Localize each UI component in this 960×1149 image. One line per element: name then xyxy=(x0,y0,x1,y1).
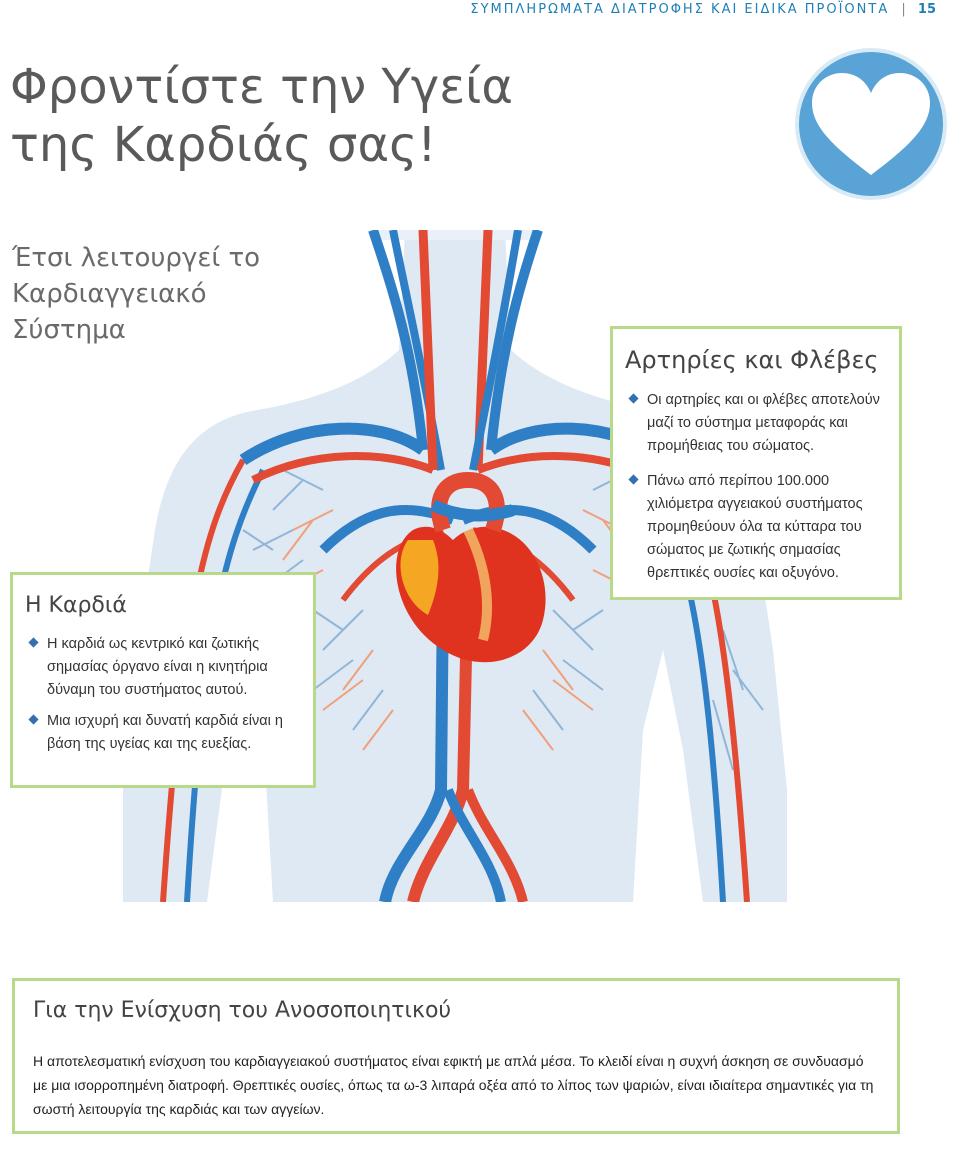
subtitle-line-3: Σύστημα xyxy=(12,315,126,345)
list-item-text: Μια ισχυρή και δυνατή καρδιά είναι η βάση της υγείας και της ευεξίας. xyxy=(47,713,283,752)
arteries-veins-list xyxy=(625,389,887,585)
list-item-text: Η καρδιά ως κεντρικό και ζωτικής σημασίας όργανο είναι η κινητήρια δύναμη του συστήματος αυτού. xyxy=(47,636,268,698)
diamond-bullet-icon xyxy=(28,637,38,647)
header-separator: | xyxy=(901,2,906,17)
page-title-line-2: της Καρδιάς σας! xyxy=(10,117,437,173)
page-title-line-1: Φροντίστε την Υγεία xyxy=(10,59,514,115)
heart-badge-icon xyxy=(794,47,948,201)
diamond-bullet-icon xyxy=(628,393,638,403)
immune-support-box xyxy=(12,978,900,1134)
immune-support-text: Η αποτελεσματική ενίσχυση του καρδιαγγειακού συστήματος είναι εφικτή με απλά μέσα. Το κλειδί είναι η συχνή άσκηση σε συνδυασμό με μια ισορροπημένη διατροφή. Θρεπτικές ουσίες, όπως τα ω-3 λιπαρά οξέα από το λίπος των ψαριών, είναι ιδιαίτερα σημαντικές για τη σωστή λειτουργία της καρδιάς και των αγγείων. xyxy=(33,1053,874,1117)
diamond-bullet-icon xyxy=(28,714,38,724)
heart-info-heading: Η Καρδιά xyxy=(25,593,127,618)
heart-info-box xyxy=(10,572,316,788)
immune-support-heading: Για την Ενίσχυση του Ανοσοποιητικού xyxy=(33,998,452,1023)
list-item xyxy=(25,710,301,756)
list-item xyxy=(625,389,887,458)
subtitle-line-2: Καρδιαγγειακό xyxy=(12,279,207,309)
subtitle-line-1: Έτσι λειτουργεί το xyxy=(12,243,261,273)
arteries-veins-heading: Αρτηρίες και Φλέβες xyxy=(625,346,879,374)
heart-info-list xyxy=(25,633,301,756)
page-title xyxy=(10,58,513,174)
page-number: 15 xyxy=(917,2,936,17)
list-item-text: Πάνω από περίπου 100.000 χιλιόμετρα αγγειακού συστήματος προμηθεύουν όλα τα κύτταρα του σώματος με ζωτικής σημασίας θρεπτικές ουσίες και οξυγόνο. xyxy=(647,473,863,581)
list-item-text: Οι αρτηρίες και οι φλέβες αποτελούν μαζί το σύστημα μεταφοράς και προμήθειας του σώματος. xyxy=(647,392,880,454)
diamond-bullet-icon xyxy=(628,474,638,484)
section-title: ΣΥΜΠΛΗΡΩΜΑΤΑ ΔΙΑΤΡΟΦΗΣ ΚΑΙ ΕΙΔΙΚΑ ΠΡΟΪΟΝΤΑ xyxy=(470,2,890,17)
list-item xyxy=(25,633,301,702)
running-header xyxy=(470,2,936,17)
arteries-veins-box xyxy=(610,326,902,600)
list-item xyxy=(625,470,887,585)
